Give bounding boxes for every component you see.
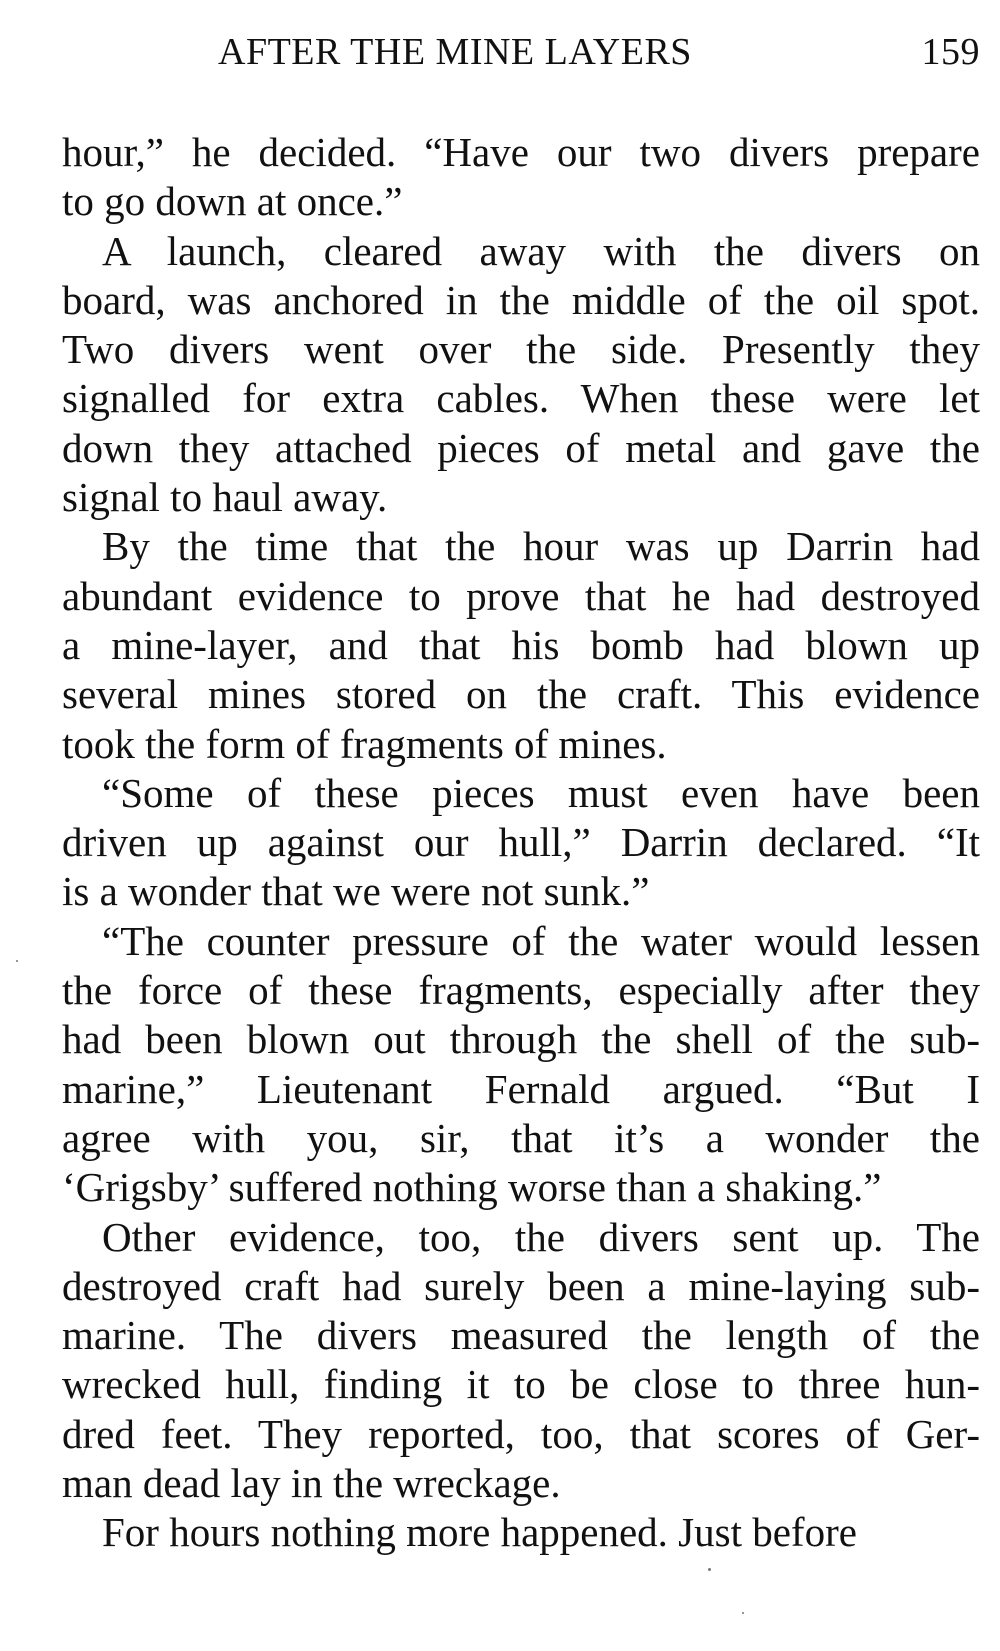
text-line: signal to haul away. xyxy=(62,474,388,521)
text-line: had been blown out through the shell of the sub- xyxy=(62,1016,980,1063)
text-line: “Some of these pieces must even have been xyxy=(102,769,980,816)
text-line: dred feet. They reported, too, that scores of Ger- xyxy=(62,1410,980,1457)
text-line: agree with you, sir, that it’s a wonder the xyxy=(62,1114,980,1161)
running-head xyxy=(0,22,980,82)
text-line: ‘Grigsby’ suffered nothing worse than a shaking.” xyxy=(62,1164,882,1211)
running-title: AFTER THE MINE LAYERS xyxy=(218,31,692,73)
paper-speck xyxy=(708,1568,711,1571)
text-line: to go down at once.” xyxy=(62,178,403,225)
page-number: 159 xyxy=(921,31,980,73)
body-text xyxy=(62,128,980,1558)
text-line: several mines stored on the craft. This evidence xyxy=(62,671,980,718)
text-line: a mine-layer, and that his bomb had blown up xyxy=(62,621,980,668)
text-line: hour,” he decided. “Have our two divers prepare xyxy=(62,129,980,175)
text-line: is a wonder that we were not sunk.” xyxy=(62,868,650,915)
text-line: wrecked hull, finding it to be close to three hun- xyxy=(62,1361,980,1408)
text-line: driven up against our hull,” Darrin declared. “It xyxy=(62,819,980,866)
text-line: A launch, cleared away with the divers on xyxy=(102,227,980,274)
text-line: “The counter pressure of the water would lessen xyxy=(102,917,980,964)
text-line: destroyed craft had surely been a mine-laying sub- xyxy=(62,1262,980,1309)
text-line: man dead lay in the wreckage. xyxy=(62,1460,561,1507)
text-line: Two divers went over the side. Presently they xyxy=(62,326,980,373)
text-line: down they attached pieces of metal and gave the xyxy=(62,424,980,471)
text-line: Other evidence, too, the divers sent up. The xyxy=(102,1213,980,1260)
text-line: signalled for extra cables. When these were let xyxy=(62,375,980,422)
text-line: marine. The divers measured the length of the xyxy=(62,1312,980,1359)
text-line: took the form of fragments of mines. xyxy=(62,720,667,767)
text-line: By the time that the hour was up Darrin had xyxy=(102,523,980,570)
paper-speck xyxy=(742,1612,744,1614)
text-line: the force of these fragments, especially after they xyxy=(62,967,980,1014)
text-line: board, was anchored in the middle of the oil spot. xyxy=(62,276,980,323)
text-line: abundant evidence to prove that he had destroyed xyxy=(62,572,980,619)
paper-speck xyxy=(16,960,18,962)
text-line: marine,” Lieutenant Fernald argued. “But I xyxy=(62,1065,980,1112)
text-line: For hours nothing more happened. Just before xyxy=(102,1509,857,1556)
